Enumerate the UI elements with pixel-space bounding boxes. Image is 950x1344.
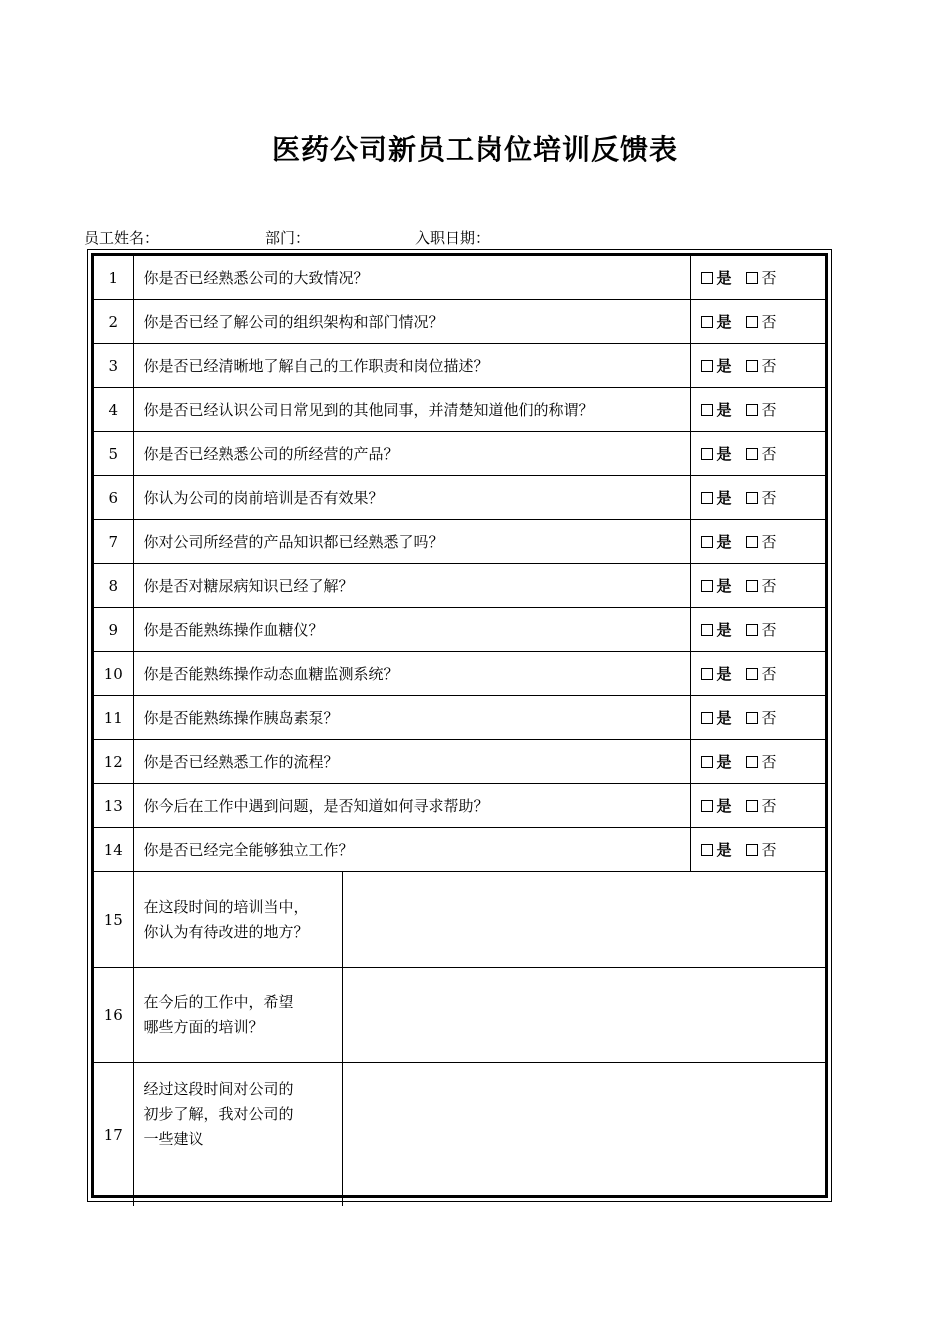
yes-checkbox[interactable] <box>701 448 713 460</box>
question-text: 你是否已经熟悉公司的大致情况？ <box>133 256 690 300</box>
open-question-row <box>94 872 827 968</box>
yes-checkbox[interactable] <box>701 492 713 504</box>
yes-checkbox[interactable] <box>701 404 713 416</box>
yes-label: 是 <box>716 357 732 375</box>
yes-no-options <box>690 432 827 476</box>
no-checkbox[interactable] <box>746 712 758 724</box>
question-row <box>94 740 827 784</box>
question-number: 5 <box>94 432 133 476</box>
yes-label: 是 <box>716 621 732 639</box>
question-number: 11 <box>94 696 133 740</box>
no-checkbox[interactable] <box>746 580 758 592</box>
no-checkbox[interactable] <box>746 316 758 328</box>
question-text: 你是否已经完全能够独立工作？ <box>133 828 690 872</box>
no-label: 否 <box>761 533 777 551</box>
yes-label: 是 <box>716 401 732 419</box>
no-checkbox[interactable] <box>746 756 758 768</box>
no-checkbox[interactable] <box>746 844 758 856</box>
open-question-text <box>133 1063 342 1207</box>
question-row <box>94 608 827 652</box>
open-question-row <box>94 968 827 1063</box>
yes-no-options <box>690 256 827 300</box>
question-number: 3 <box>94 344 133 388</box>
question-text: 你是否已经熟悉工作的流程？ <box>133 740 690 784</box>
answer-area[interactable] <box>342 1063 827 1207</box>
no-checkbox[interactable] <box>746 492 758 504</box>
no-checkbox[interactable] <box>746 536 758 548</box>
yes-label: 是 <box>716 445 732 463</box>
open-question-line: 初步了解，我对公司的 <box>143 1105 294 1123</box>
yes-no-options <box>690 740 827 784</box>
question-number: 9 <box>94 608 133 652</box>
yes-label: 是 <box>716 533 732 551</box>
question-text: 你是否能熟练操作动态血糖监测系统？ <box>133 652 690 696</box>
no-label: 否 <box>761 445 777 463</box>
no-label: 否 <box>761 841 777 859</box>
question-row <box>94 432 827 476</box>
yes-checkbox[interactable] <box>701 668 713 680</box>
question-text: 你认为公司的岗前培训是否有效果？ <box>133 476 690 520</box>
no-checkbox[interactable] <box>746 272 758 284</box>
yes-checkbox[interactable] <box>701 272 713 284</box>
feedback-table <box>94 256 827 1206</box>
question-text: 你是否能熟练操作血糖仪？ <box>133 608 690 652</box>
question-row <box>94 344 827 388</box>
question-row <box>94 564 827 608</box>
yes-label: 是 <box>716 797 732 815</box>
hire-date-label: 入职日期： <box>415 229 491 247</box>
yes-checkbox[interactable] <box>701 536 713 548</box>
no-checkbox[interactable] <box>746 404 758 416</box>
feedback-table-frame <box>87 249 832 1202</box>
yes-no-options <box>690 476 827 520</box>
no-label: 否 <box>761 489 777 507</box>
no-label: 否 <box>761 313 777 331</box>
yes-checkbox[interactable] <box>701 360 713 372</box>
no-checkbox[interactable] <box>746 800 758 812</box>
open-question-line: 一些建议 <box>143 1130 204 1148</box>
open-question-line: 你认为有待改进的地方？ <box>143 922 309 941</box>
yes-no-options <box>690 344 827 388</box>
question-number: 12 <box>94 740 133 784</box>
no-label: 否 <box>761 709 777 727</box>
yes-label: 是 <box>716 709 732 727</box>
no-label: 否 <box>761 665 777 683</box>
question-number: 1 <box>94 256 133 300</box>
answer-area[interactable] <box>342 872 827 968</box>
yes-checkbox[interactable] <box>701 756 713 768</box>
question-text: 你对公司所经营的产品知识都已经熟悉了吗？ <box>133 520 690 564</box>
yes-no-options <box>690 784 827 828</box>
form-title: 医药公司新员工岗位培训反馈表 <box>271 133 678 166</box>
yes-label: 是 <box>716 753 732 771</box>
yes-label: 是 <box>716 269 732 287</box>
question-number: 7 <box>94 520 133 564</box>
yes-checkbox[interactable] <box>701 844 713 856</box>
no-label: 否 <box>761 357 777 375</box>
question-number: 17 <box>94 1063 133 1207</box>
yes-no-options <box>690 564 827 608</box>
question-number: 13 <box>94 784 133 828</box>
open-question-text <box>133 872 342 968</box>
no-label: 否 <box>761 753 777 771</box>
yes-no-options <box>690 300 827 344</box>
question-number: 16 <box>94 968 133 1063</box>
yes-label: 是 <box>716 577 732 595</box>
question-text: 你是否对糖尿病知识已经了解？ <box>133 564 690 608</box>
yes-no-options <box>690 520 827 564</box>
yes-checkbox[interactable] <box>701 624 713 636</box>
question-number: 6 <box>94 476 133 520</box>
question-text: 你是否已经了解公司的组织架构和部门情况？ <box>133 300 690 344</box>
yes-checkbox[interactable] <box>701 580 713 592</box>
no-label: 否 <box>761 621 777 639</box>
yes-checkbox[interactable] <box>701 800 713 812</box>
no-checkbox[interactable] <box>746 624 758 636</box>
answer-area[interactable] <box>342 968 827 1063</box>
open-question-line: 在今后的工作中，希望 <box>143 993 294 1011</box>
no-label: 否 <box>761 797 777 815</box>
no-checkbox[interactable] <box>746 360 758 372</box>
yes-label: 是 <box>716 665 732 683</box>
question-text: 你是否已经清晰地了解自己的工作职责和岗位描述？ <box>133 344 690 388</box>
question-text: 你是否已经熟悉公司的所经营的产品？ <box>133 432 690 476</box>
no-label: 否 <box>761 577 777 595</box>
question-row <box>94 784 827 828</box>
yes-no-options <box>690 652 827 696</box>
yes-no-options <box>690 828 827 872</box>
question-row <box>94 300 827 344</box>
question-row <box>94 388 827 432</box>
question-row <box>94 520 827 564</box>
yes-label: 是 <box>716 841 732 859</box>
question-row <box>94 476 827 520</box>
yes-checkbox[interactable] <box>701 712 713 724</box>
question-row <box>94 256 827 300</box>
yes-no-options <box>690 388 827 432</box>
no-checkbox[interactable] <box>746 448 758 460</box>
question-row <box>94 696 827 740</box>
yes-checkbox[interactable] <box>701 316 713 328</box>
question-text: 你是否能熟练操作胰岛素泵？ <box>133 696 690 740</box>
no-checkbox[interactable] <box>746 668 758 680</box>
question-row <box>94 828 827 872</box>
question-number: 2 <box>94 300 133 344</box>
yes-no-options <box>690 608 827 652</box>
question-number: 10 <box>94 652 133 696</box>
question-number: 4 <box>94 388 133 432</box>
question-text: 你是否已经认识公司日常见到的其他同事，并清楚知道他们的称谓？ <box>133 388 690 432</box>
question-row <box>94 652 827 696</box>
yes-label: 是 <box>716 489 732 507</box>
no-label: 否 <box>761 269 777 287</box>
question-number: 8 <box>94 564 133 608</box>
question-text: 你今后在工作中遇到问题，是否知道如何寻求帮助？ <box>133 784 690 828</box>
yes-label: 是 <box>716 313 732 331</box>
open-question-line: 哪些方面的培训？ <box>143 1018 264 1036</box>
question-number: 14 <box>94 828 133 872</box>
open-question-row <box>94 1063 827 1207</box>
open-question-line: 经过这段时间对公司的 <box>143 1080 294 1098</box>
yes-no-options <box>690 696 827 740</box>
question-number: 15 <box>94 872 133 968</box>
employee-name-label: 员工姓名： <box>84 229 160 247</box>
department-label: 部门： <box>265 229 311 247</box>
open-question-text <box>133 968 342 1063</box>
open-question-line: 在这段时间的培训当中， <box>143 897 309 916</box>
no-label: 否 <box>761 401 777 419</box>
